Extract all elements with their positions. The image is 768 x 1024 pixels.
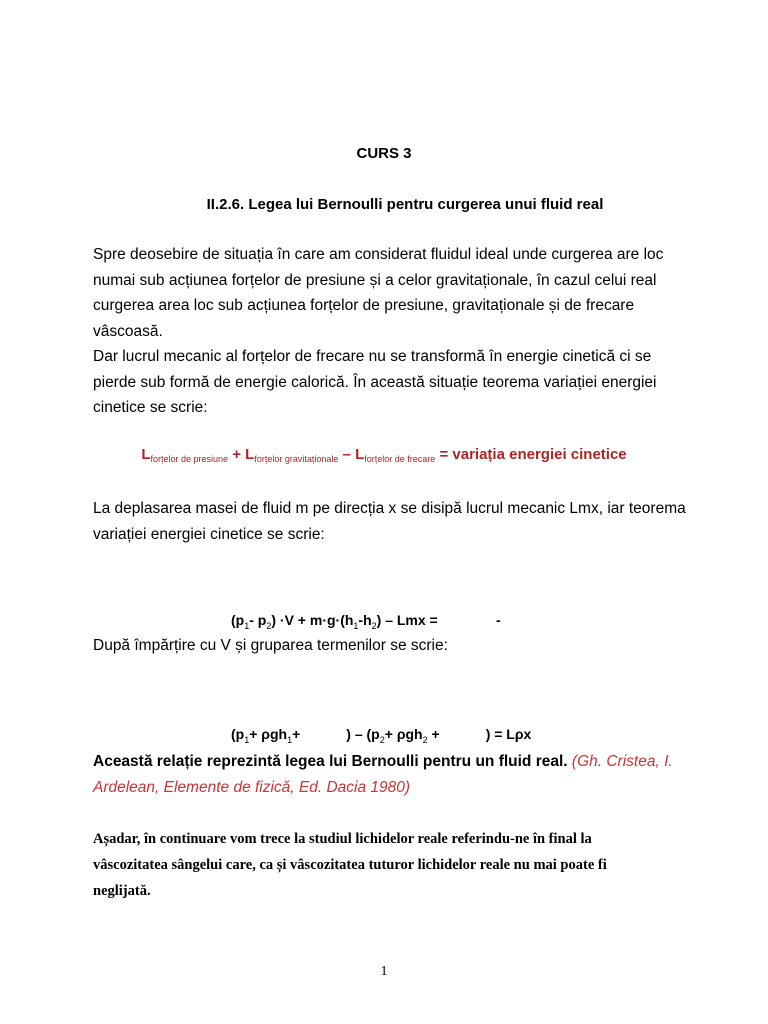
formula-rhs: = variația energiei cinetice bbox=[435, 446, 627, 463]
sub-gravity: forțelor gravitaționale bbox=[254, 454, 339, 464]
eq2-part: + bbox=[427, 726, 440, 742]
energy-theorem-formula bbox=[0, 446, 768, 464]
paragraph-3: La deplasarea masei de fluid m pe direcția x se disipă lucrul mecanic Lmx, iar teorema variației energiei cinetice se scrie: bbox=[93, 500, 686, 543]
conclusion-paragraph: Așadar, în continuare vom trece la studiul lichidelor reale referindu-ne în final la vâscozitatea sângelui care, ca și vâscozitatea tuturor lichidelor reale nu mai poate fi neglijată. bbox=[93, 831, 607, 899]
term-l2: L bbox=[245, 446, 255, 463]
eq2-sub: 1 bbox=[244, 734, 250, 745]
eq1-part: (p bbox=[231, 612, 245, 628]
eq2-sub: 1 bbox=[287, 734, 293, 745]
eq2-part: ) – (p bbox=[346, 726, 380, 742]
relation-text: Această relație reprezintă legea lui Bernoulli pentru un fluid real. bbox=[93, 753, 568, 770]
eq1-part: -h bbox=[358, 612, 372, 628]
eq1-sub: 2 bbox=[266, 620, 272, 631]
eq1-part: - p bbox=[249, 612, 267, 628]
eq1-sub: 1 bbox=[244, 620, 250, 631]
paragraph-intro bbox=[93, 242, 693, 421]
eq2-part: + bbox=[292, 726, 301, 742]
bibliography-reference: (Gh. Cristea, I. Ardelean, Elemente de fizică, Ed. Dacia 1980) bbox=[93, 753, 673, 796]
paragraph-1: Spre deosebire de situația în care am considerat fluidul ideal unde curgerea are loc numai sub acțiunea forțelor de presiune și a celor gravitaționale, în cazul celui real curgerea area loc sub acțiunea forțelor de presiune, gravitaționale și de frecare vâscoasă. bbox=[93, 246, 664, 340]
op-plus: + bbox=[228, 446, 246, 463]
sub-pressure: forțelor de presiune bbox=[150, 454, 229, 464]
section-title: II.2.6. Legea lui Bernoulli pentru curgerea unui fluid real bbox=[206, 196, 604, 213]
eq2-part: + ρgh bbox=[384, 726, 423, 742]
equation-bernoulli bbox=[231, 726, 531, 745]
eq2-part: ) = Lρx bbox=[485, 726, 532, 742]
eq1-part: ) – Lmx = bbox=[376, 612, 438, 628]
after-division-text: După împărțire cu V și gruparea termenilor se scrie: bbox=[93, 637, 448, 654]
op-minus: – bbox=[338, 446, 356, 463]
eq1-sub: 2 bbox=[371, 620, 377, 631]
course-title: CURS 3 bbox=[356, 145, 412, 162]
equation-work-dash: - bbox=[496, 612, 501, 628]
eq1-sub: 1 bbox=[353, 620, 359, 631]
eq2-part: (p bbox=[231, 726, 245, 742]
page-number: 1 bbox=[380, 964, 388, 979]
bernoulli-relation-statement bbox=[93, 749, 693, 801]
paragraph-2: Dar lucrul mecanic al forțelor de frecare nu se transformă în energie cinetică ci se pierde sub formă de energie calorică. În această situație teorema variației energiei cinetice se scrie: bbox=[93, 348, 657, 416]
term-l1: L bbox=[141, 446, 151, 463]
sub-friction: forțelor de frecare bbox=[364, 454, 436, 464]
eq2-sub: 2 bbox=[379, 734, 385, 745]
term-l3: L bbox=[355, 446, 365, 463]
eq2-part: + ρgh bbox=[249, 726, 288, 742]
equation-work bbox=[231, 612, 438, 631]
eq1-part: ) ·V + m·g·(h bbox=[271, 612, 354, 628]
eq2-sub: 2 bbox=[422, 734, 428, 745]
